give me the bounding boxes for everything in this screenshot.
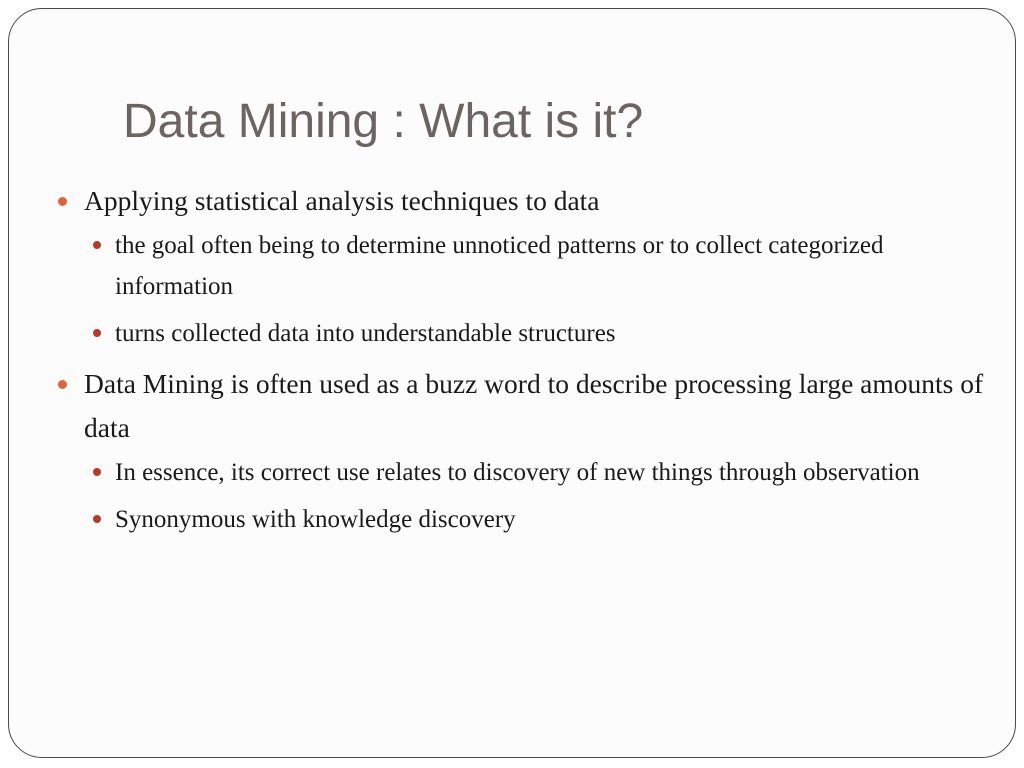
slide-body: [9, 179, 1017, 540]
sub-bullet-item: [115, 225, 977, 307]
bullet-text: Data Mining is often used as a buzz word to describe processing large amounts of data: [84, 368, 984, 443]
sub-bullet-text: In essence, its correct use relates to discovery of new things through observation: [115, 459, 920, 486]
sub-bullet-item: [115, 313, 977, 354]
bullet-text: Applying statistical analysis techniques to data: [84, 185, 600, 216]
slide-frame: [8, 8, 1016, 758]
bullet-dot-icon: [93, 329, 101, 337]
sub-bullet-item: [115, 499, 977, 540]
bullet-item: [84, 362, 1003, 450]
bullet-dot-icon: [93, 468, 101, 476]
slide-title: Data Mining : What is it?: [123, 95, 644, 148]
sub-bullet-text: the goal often being to determine unnoticed patterns or to collect categorized information: [115, 232, 884, 300]
sub-bullet-text: turns collected data into understandable structures: [115, 320, 616, 347]
sub-bullet-item: [115, 452, 977, 493]
bullet-dot-icon: [58, 380, 67, 389]
bullet-item: [84, 179, 1003, 223]
sub-bullet-text: Synonymous with knowledge discovery: [115, 506, 516, 533]
bullet-dot-icon: [93, 515, 101, 523]
bullet-dot-icon: [58, 197, 67, 206]
bullet-dot-icon: [93, 241, 101, 249]
